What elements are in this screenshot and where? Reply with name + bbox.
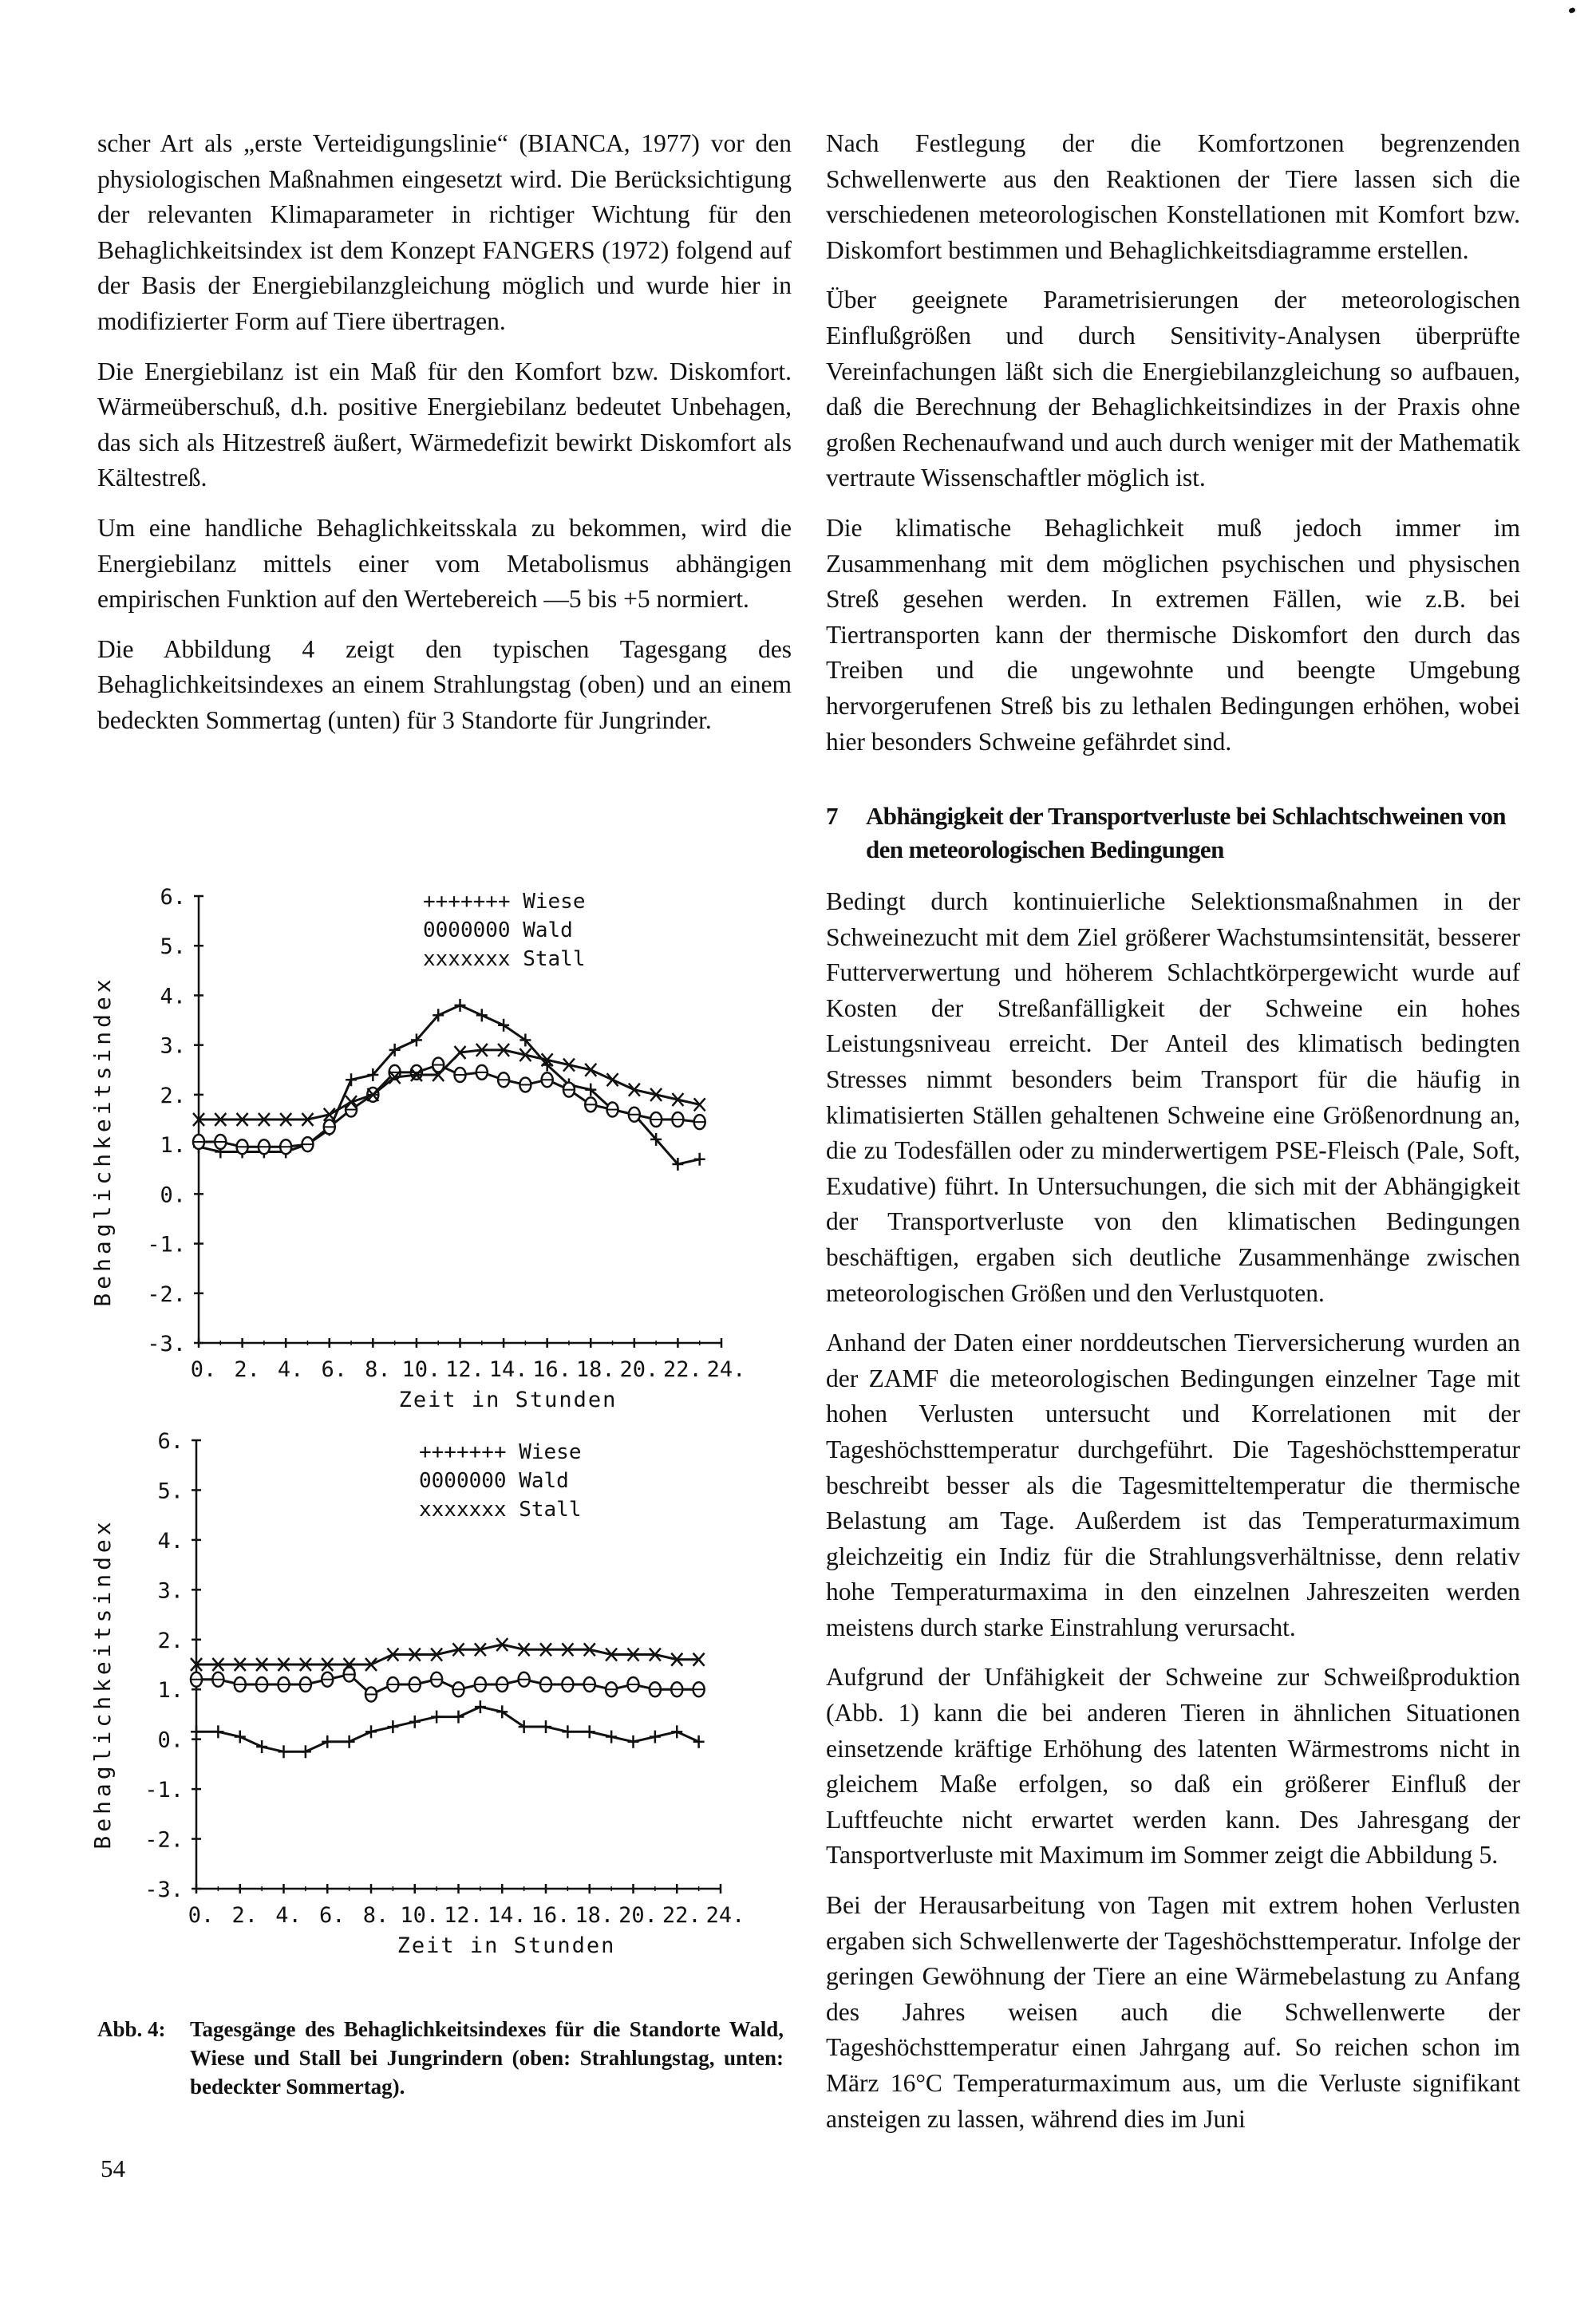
- paragraph: Aufgrund der Unfähigkeit der Schweine zur Schweißproduktion (Abb. 1) kann die bei anderen Tieren in ähnlichen Situationen einsetzende kräftige Erhöhung des latenten Wärmestroms nicht in gleichem Maße erfolgen, so daß ein größerer Einfluß der Luftfeuchte nicht erwartet werden kann. Des Jahresgang der Tansportverluste mit Maximum im Sommer zeigt die Abbildung 5.: [826, 1663, 1520, 1870]
- y-tick-label: -2.: [144, 1827, 184, 1853]
- legend-entry-stall: xxxxxxx Stall: [423, 947, 586, 971]
- x-tick-label: 18.: [575, 1357, 615, 1382]
- x-tick-label: 10.: [401, 1357, 441, 1382]
- x-tick-label: 4.: [277, 1357, 304, 1382]
- right-column-text-top: [826, 126, 1520, 774]
- x-tick-label: 20.: [618, 1903, 658, 1928]
- series-wiese: [191, 1700, 705, 1758]
- y-tick-label: 2.: [157, 1628, 184, 1653]
- y-tick-label: 2.: [160, 1083, 186, 1108]
- series-stall: [191, 1638, 705, 1671]
- legend-entry-wiese: +++++++ Wiese: [423, 890, 586, 914]
- chart-strahlungstag: [0, 862, 798, 1420]
- y-tick-label: 6.: [160, 885, 186, 910]
- x-tick-label: 14.: [487, 1903, 527, 1928]
- section-number: 7: [826, 802, 838, 830]
- x-tick-label: 2.: [231, 1903, 259, 1928]
- legend: [419, 1440, 582, 1522]
- y-tick-label: 0.: [157, 1728, 184, 1753]
- paragraph: Nach Festlegung der die Komfortzonen begrenzenden Schwellenwerte aus den Reaktionen der Tiere lassen sich die verschiedenen meteorologischen Konstellationen mit Komfort bzw. Diskomfort bestimmen und Behaglichkeitsdiagramme erstellen.: [826, 129, 1520, 264]
- y-tick-label: -3.: [144, 1878, 184, 1902]
- y-tick-label: 3.: [160, 1033, 186, 1059]
- y-tick-label: 4.: [157, 1528, 184, 1554]
- x-tick-label: 24.: [706, 1357, 746, 1382]
- x-tick-label: 6.: [318, 1903, 346, 1928]
- paragraph: Die Abbildung 4 zeigt den typischen Tagesgang des Behaglichkeitsindexes an einem Strahlungstag (oben) und an einem bedeckten Sommertag (unten) für 3 Standorte für Jungrinder.: [97, 634, 792, 734]
- legend-entry-wald: 0000000 Wald: [419, 1469, 569, 1493]
- x-tick-label: 6.: [321, 1357, 348, 1382]
- legend-entry-stall: xxxxxxx Stall: [419, 1498, 582, 1522]
- y-tick-label: 6.: [157, 1429, 184, 1454]
- y-tick-label: -1.: [147, 1232, 186, 1258]
- x-tick-label: 24.: [705, 1903, 745, 1928]
- chart-svg: [0, 862, 798, 1420]
- x-tick-label: 0.: [188, 1903, 215, 1928]
- page-number: 54: [101, 2154, 125, 2182]
- chart-bedeckter-sommertag: [0, 1412, 798, 1971]
- legend-entry-wiese: +++++++ Wiese: [419, 1440, 582, 1464]
- x-tick-label: 8.: [362, 1903, 389, 1928]
- x-tick-label: 16.: [531, 1903, 571, 1928]
- right-column-text-bottom: [826, 884, 1520, 2151]
- left-column-text: [97, 126, 792, 753]
- y-tick-label: -1.: [144, 1778, 184, 1803]
- chart-svg: [0, 1412, 798, 1971]
- paragraph: Über geeignete Parametrisierungen der meteorologischen Einflußgrößen und durch Sensitivity-Analysen überprüfte Vereinfachungen läßt sich die Energiebilanzgleichung so aufbauen, daß die Berechnung der Behaglichkeitsindizes in der Praxis ohne großen Rechenaufwand und auch durch weniger mit der Mathematik vertraute Wissenschaftler möglich ist.: [826, 286, 1520, 492]
- scan-speck: [1568, 7, 1576, 14]
- y-tick-label: 3.: [157, 1578, 184, 1604]
- y-axis-label: Behaglichkeitsindex: [89, 975, 116, 1307]
- y-tick-label: 1.: [160, 1133, 186, 1159]
- legend-entry-wald: 0000000 Wald: [423, 918, 573, 942]
- y-tick-label: -3.: [147, 1332, 186, 1356]
- figure-caption: [97, 2015, 784, 2101]
- x-axis-label: Zeit in Stunden: [398, 1388, 618, 1412]
- x-tick-label: 16.: [532, 1357, 572, 1382]
- paragraph: Anhand der Daten einer norddeutschen Tierversicherung wurden an der ZAMF die meteorologischen Bedingungen einzelner Tage mit hohen Verlusten untersucht und Korrelationen mit der Tageshöchsttemperatur durchgeführt. Die Tageshöchsttemperatur beschreibt besser als die Tagesmitteltemperatur die thermische Belastung am Tage. Außerdem ist das Temperaturmaximum gleichzeitig ein Indiz für die Strahlungsverhältnisse, denn relativ hohe Temperaturmaxima in den einzelnen Jahreszeiten werden meistens durch starke Einstrahlung verursacht.: [826, 1329, 1520, 1641]
- legend: [423, 890, 586, 971]
- section-heading: [826, 800, 1528, 867]
- paragraph: Bei der Herausarbeitung von Tagen mit extrem hohen Verlusten ergaben sich Schwellenwerte der Tageshöchsttemperatur. Infolge der geringen Gewöhnung der Tiere an eine Wärmebelastung zu Anfang des Jahres weisen auch die Schwellenwerte der Tageshöchsttemperatur einen Jahrgang auf. So reichen schon im März 16°C Temperaturmaximum aus, um die Verluste signifikant ansteigen zu lassen, während dies im Juni: [826, 1891, 1520, 2133]
- y-tick-label: -2.: [147, 1281, 186, 1307]
- y-tick-label: 5.: [157, 1479, 184, 1504]
- paragraph: scher Art als „erste Verteidigungslinie“ (BIANCA, 1977) vor den physiologischen Maßnahmen eingesetzt wird. Die Berücksichtigung der relevanten Klimaparameter in richtiger Wichtung für den Behaglichkeitsindex ist dem Konzept FANGERS (1972) folgend auf der Basis der Energiebilanzgleichung möglich und wurde hier in modifizierter Form auf Tiere übertragen.: [97, 129, 792, 335]
- x-tick-label: 8.: [365, 1357, 391, 1382]
- axes: [89, 885, 745, 1412]
- paragraph: Bedingt durch kontinuierliche Selektionsmaßnahmen in der Schweinezucht mit dem Ziel größerer Wachstumsintensität, besserer Futterverwertung und höherem Schlachtkörpergewicht wurde auf Kosten der Streßanfälligkeit der Schweine ein hohes Leistungsniveau erreicht. Der Anteil des klimatisch bedingten Stresses nimmt besonders beim Transport für die häufig in klimatisierten Ställen gehaltenen Schweine eine Größenordnung an, die zu Todesfällen oder zu minderwertigem PSE-Fleisch (Pale, Soft, Exudative) führt. In Untersuchungen, die sich mit der Abhängigkeit der Transportverluste von den klimatischen Bedingungen beschäftigen, ergaben sich deutliche Zusammenhänge zwischen meteorologischen Größen und den Verlustquoten.: [826, 887, 1520, 1307]
- axes: [89, 1429, 745, 1958]
- x-tick-label: 10.: [400, 1903, 440, 1928]
- y-axis-label: Behaglichkeitsindex: [89, 1518, 116, 1850]
- x-tick-label: 4.: [275, 1903, 302, 1928]
- series-wald: [193, 1058, 705, 1155]
- x-tick-label: 22.: [662, 1903, 701, 1928]
- x-tick-label: 18.: [575, 1903, 614, 1928]
- paragraph: Die Energiebilanz ist ein Maß für den Komfort bzw. Diskomfort. Wärmeüberschuß, d.h. positive Energiebilanz bedeutet Unbehagen, das sich als Hitzestreß äußert, Wärmedefizit bewirkt Diskomfort als Kältestreß.: [97, 357, 792, 492]
- y-tick-label: 4.: [160, 984, 186, 1009]
- y-tick-label: 5.: [160, 934, 186, 960]
- x-tick-label: 2.: [234, 1357, 260, 1382]
- figure-label: Abb. 4:: [97, 2017, 166, 2041]
- y-tick-label: 0.: [160, 1183, 186, 1208]
- x-tick-label: 0.: [190, 1357, 217, 1382]
- x-tick-label: 20.: [619, 1357, 659, 1382]
- figure-caption-text: Tagesgänge des Behaglichkeitsindexes für die Standorte Wald, Wiese und Stall bei Jungrindern (oben: Strahlungstag, unten: bedeckter Sommertag).: [190, 2017, 784, 2099]
- x-tick-label: 22.: [663, 1357, 702, 1382]
- x-tick-label: 14.: [488, 1357, 528, 1382]
- paragraph: Um eine handliche Behaglichkeitsskala zu bekommen, wird die Energiebilanz mittels einer vom Metabolismus abhängigen empirischen Funktion auf den Wertebereich —5 bis +5 normiert.: [97, 513, 792, 614]
- x-axis-label: Zeit in Stunden: [397, 1933, 616, 1958]
- section-title: Abhängigkeit der Transportverluste bei Schlachtschweinen von den meteorologischen Bedingungen: [866, 802, 1506, 863]
- series-wald: [191, 1667, 705, 1701]
- y-tick-label: 1.: [157, 1678, 184, 1704]
- x-tick-label: 12.: [445, 1357, 484, 1382]
- x-tick-label: 12.: [444, 1903, 483, 1928]
- paragraph: Die klimatische Behaglichkeit muß jedoch immer im Zusammenhang mit dem möglichen psychischen und physischen Streß gesehen werden. In extremen Fällen, wie z.B. bei Tiertransporten kann der thermische Diskomfort den durch das Treiben und die ungewohnte und beengte Umgebung hervorgerufenen Streß bis zu lethalen Bedingungen erhöhen, wobei hier besonders Schweine gefährdet sind.: [826, 513, 1520, 756]
